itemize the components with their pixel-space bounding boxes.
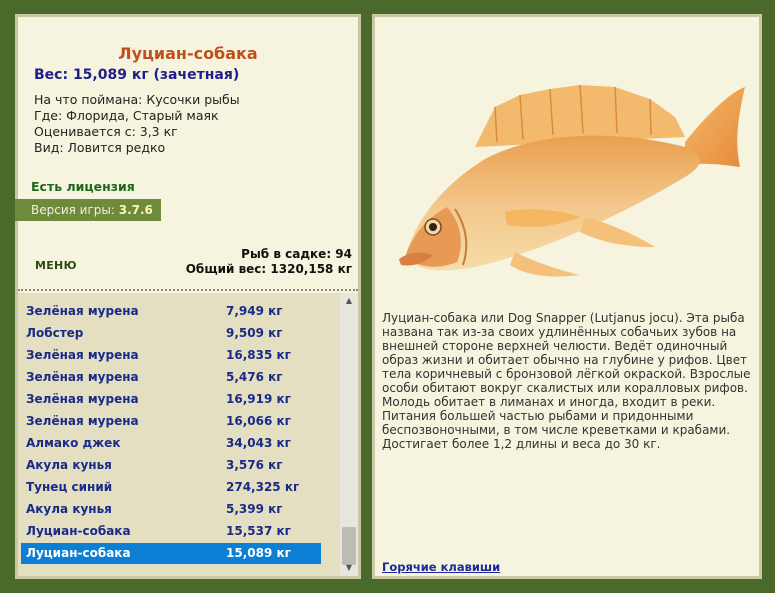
location-info: Где: Флорида, Старый маяк <box>34 108 219 123</box>
catch-list-item[interactable] <box>21 301 321 322</box>
catch-item-name: Акула кунья <box>26 502 112 516</box>
triangle-up-icon[interactable]: ▲ <box>345 296 353 305</box>
fish-details-panel <box>372 14 762 579</box>
kind-info: Вид: Ловится редко <box>34 140 166 155</box>
catch-list-item[interactable] <box>21 499 321 520</box>
version-label: Версия игры: <box>31 203 115 217</box>
catch-item-weight: 15,089 кг <box>226 546 291 560</box>
fish-count: Рыб в садке: 94 <box>241 247 352 261</box>
fish-title: Луциан-собака <box>118 44 258 63</box>
catch-list-item[interactable] <box>21 323 321 344</box>
catch-item-name: Зелёная мурена <box>26 370 139 384</box>
menu-button[interactable]: МЕНЮ <box>35 259 77 272</box>
catch-list-item[interactable] <box>21 477 321 498</box>
catch-item-name: Алмако джек <box>26 436 121 450</box>
valued-from-info: Оценивается с: 3,3 кг <box>34 124 178 139</box>
catch-item-name: Зелёная мурена <box>26 304 139 318</box>
catch-item-weight: 34,043 кг <box>226 436 291 450</box>
total-weight: Общий вес: 1320,158 кг <box>185 262 352 276</box>
catch-list[interactable] <box>18 293 340 576</box>
list-scrollbar[interactable] <box>340 293 358 576</box>
catch-list-item[interactable] <box>21 521 321 542</box>
catch-item-name: Зелёная мурена <box>26 348 139 362</box>
triangle-down-icon[interactable]: ▼ <box>345 563 353 572</box>
catch-item-name: Луциан-собака <box>26 524 131 538</box>
catch-item-name: Тунец синий <box>26 480 113 494</box>
catch-list-item[interactable] <box>21 455 321 476</box>
catch-item-weight: 9,509 кг <box>226 326 283 340</box>
catch-item-weight: 15,537 кг <box>226 524 291 538</box>
version-badge <box>15 199 161 221</box>
catch-item-name: Лобстер <box>26 326 84 340</box>
catch-list-item[interactable] <box>21 345 321 366</box>
catch-item-name: Луциан-собака <box>26 546 131 560</box>
catch-item-weight: 5,476 кг <box>226 370 283 384</box>
bait-info: На что поймана: Кусочки рыбы <box>34 92 240 107</box>
catch-item-name: Зелёная мурена <box>26 414 139 428</box>
fish-description: Луциан-собака или Dog Snapper (Lutjanus jocu). Эта рыба названа так из-за своих удлинённых собачьих зубов на внешней стороне верхней челюсти. Ведёт одиночный образ жизни и обитает обычно на глубине у рифов. Цвет тела коричневый с бронзовой лёгкой окраской. Взрослые особи обитают вокруг скалистых или коралловых рифов. Молодь обитает в лиманах и иногда, входит в реки. Питания большей частью рыбами и придонными беспозвоночными, в том числе креветками и крабами. Достигает более 1,2 длины и веса до 30 кг. <box>382 311 751 451</box>
catch-list-item[interactable] <box>21 367 321 388</box>
catch-item-name: Зелёная мурена <box>26 392 139 406</box>
fish-image <box>385 47 755 297</box>
catch-list-item[interactable] <box>21 433 321 454</box>
catch-item-weight: 16,835 кг <box>226 348 291 362</box>
catch-item-weight: 3,576 кг <box>226 458 283 472</box>
divider <box>18 289 358 291</box>
catch-list-item[interactable] <box>21 389 321 410</box>
catch-item-weight: 7,949 кг <box>226 304 283 318</box>
catch-list-item[interactable] <box>21 411 321 432</box>
license-status: Есть лицензия <box>31 179 135 194</box>
hotkeys-link[interactable]: Горячие клавиши <box>382 560 501 574</box>
catch-list-item[interactable] <box>21 543 321 564</box>
catch-item-weight: 16,066 кг <box>226 414 291 428</box>
catch-item-weight: 274,325 кг <box>226 480 300 494</box>
catch-item-weight: 16,919 кг <box>226 392 291 406</box>
catch-item-name: Акула кунья <box>26 458 112 472</box>
fish-info-panel <box>15 14 361 579</box>
version-number: 3.7.6 <box>118 203 153 217</box>
fish-weight: Вес: 15,089 кг (зачетная) <box>34 67 240 83</box>
catch-item-weight: 5,399 кг <box>226 502 283 516</box>
